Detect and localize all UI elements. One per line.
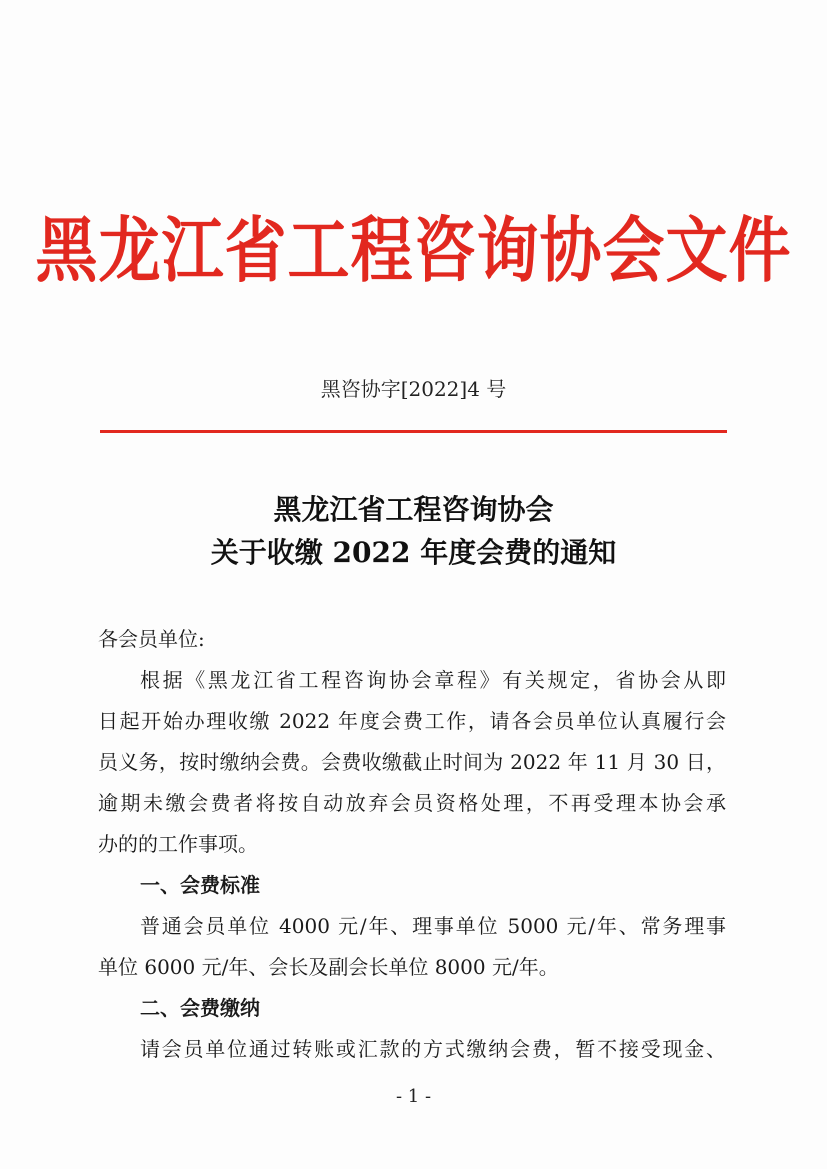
document-number: 黑咨协字[2022]4 号 <box>320 377 507 401</box>
document-header-title: 黑龙江省工程咨询协会文件 <box>35 208 792 293</box>
page-number: - 1 - <box>395 1086 432 1107</box>
notice-title-line-1: 黑龙江省工程咨询协会 <box>273 493 554 526</box>
paragraph-1-line: 逾期未缴会费者将按自动放弃会员资格处理，不再受理本协会承 <box>98 791 726 815</box>
notice-body <box>98 619 726 1070</box>
section-heading-fee-standard: 一、会费标准 <box>140 873 260 897</box>
notice-title <box>0 488 827 574</box>
paragraph-1-line: 员义务，按时缴纳会费。会费收缴截止时间为 2022 年 11 月 30 日， <box>98 750 726 774</box>
paragraph-2-line: 普通会员单位 4000 元/年、理事单位 5000 元/年、常务理事 <box>140 914 726 938</box>
header-divider <box>100 430 727 433</box>
salutation: 各会员单位: <box>98 627 205 651</box>
paragraph-3-line: 请会员单位通过转账或汇款的方式缴纳会费，暂不接受现金、 <box>140 1037 726 1061</box>
paragraph-1-line: 办的的工作事项。 <box>98 832 258 856</box>
paragraph-1-line: 日起开始办理收缴 2022 年度会费工作，请各会员单位认真履行会 <box>98 709 726 733</box>
paragraph-1-line: 根据《黑龙江省工程咨询协会章程》有关规定，省协会从即 <box>140 668 726 692</box>
notice-title-line-2: 关于收缴 2022 年度会费的通知 <box>210 536 617 569</box>
section-heading-fee-payment: 二、会费缴纳 <box>140 996 260 1020</box>
paragraph-2-line: 单位 6000 元/年、会长及副会长单位 8000 元/年。 <box>98 955 559 979</box>
